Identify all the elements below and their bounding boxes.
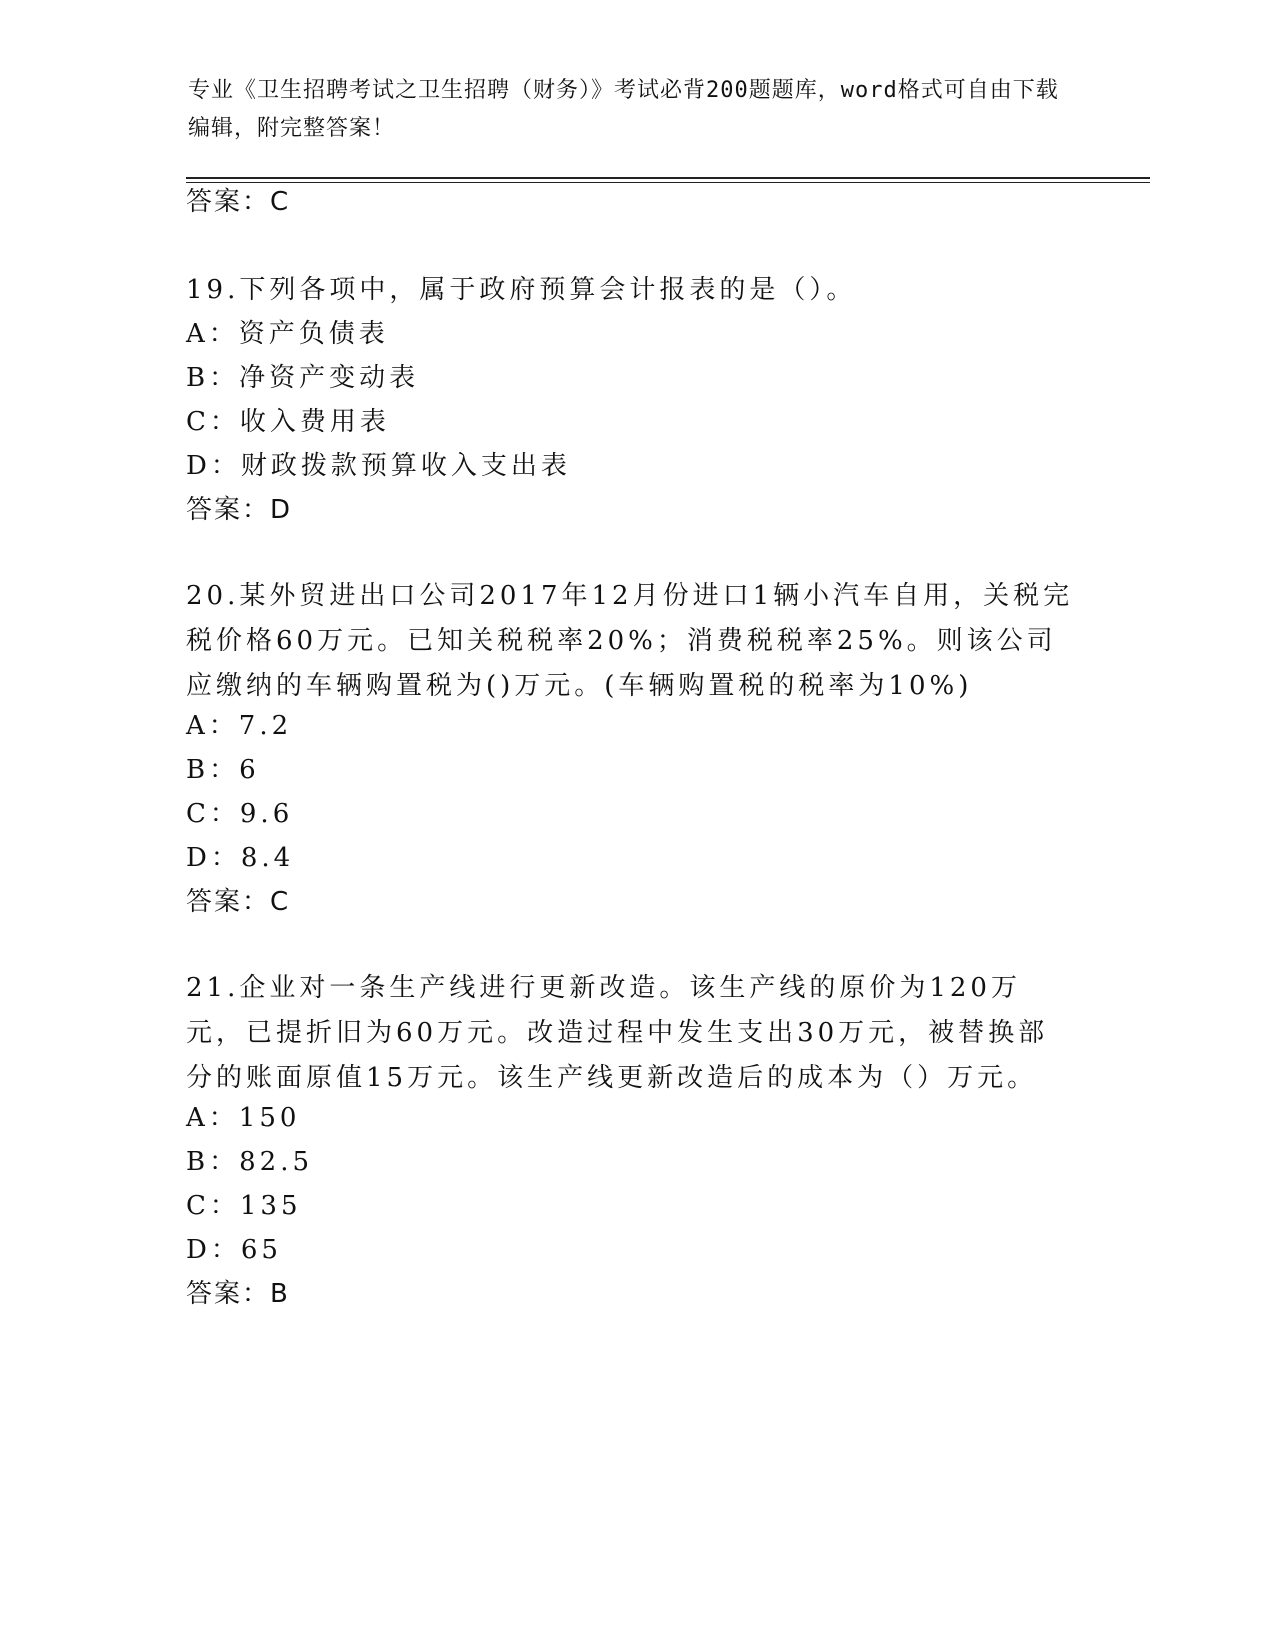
question-20-answer: 答案：C xyxy=(186,887,291,917)
question-19-option-c: C：收入费用表 xyxy=(186,407,390,437)
question-20-option-b: B：6 xyxy=(186,755,260,785)
question-19-answer: 答案：D xyxy=(186,495,293,525)
question-19-text: 19.下列各项中，属于政府预算会计报表的是（）。 xyxy=(186,275,857,305)
question-20-option-c: C：9.6 xyxy=(186,799,294,829)
document-header: 专业《卫生招聘考试之卫生招聘（财务）》考试必背200题题库，word格式可自由下载编辑，附完整答案！ xyxy=(188,78,1059,141)
question-20-text: 20.某外贸进出口公司2017年12月份进口1辆小汽车自用，关税完税价格60万元。已知关税税率20%；消费税税率25%。则该公司应缴纳的车辆购置税为()万元。(车辆购置税的税率为10%) xyxy=(186,581,1074,701)
question-20-option-d: D：8.4 xyxy=(186,843,295,873)
question-21-option-d: D：65 xyxy=(186,1235,282,1265)
header-divider-thin xyxy=(186,182,1150,183)
question-21-option-b: B：82.5 xyxy=(186,1147,313,1177)
question-19-option-d: D：财政拨款预算收入支出表 xyxy=(186,451,571,481)
question-21-text: 21.企业对一条生产线进行更新改造。该生产线的原价为120万元，已提折旧为60万元。改造过程中发生支出30万元，被替换部分的账面原值15万元。该生产线更新改造后的成本为（）万元。 xyxy=(186,973,1049,1093)
previous-answer: 答案：C xyxy=(186,187,291,217)
question-21-option-a: A：150 xyxy=(186,1103,301,1133)
question-21-option-c: C：135 xyxy=(186,1191,302,1221)
header-divider-thick xyxy=(186,177,1150,179)
question-20-option-a: A：7.2 xyxy=(186,711,293,741)
question-19-option-a: A：资产负债表 xyxy=(186,319,389,349)
question-19-option-b: B：净资产变动表 xyxy=(186,363,420,393)
question-21-answer: 答案：B xyxy=(186,1279,290,1309)
